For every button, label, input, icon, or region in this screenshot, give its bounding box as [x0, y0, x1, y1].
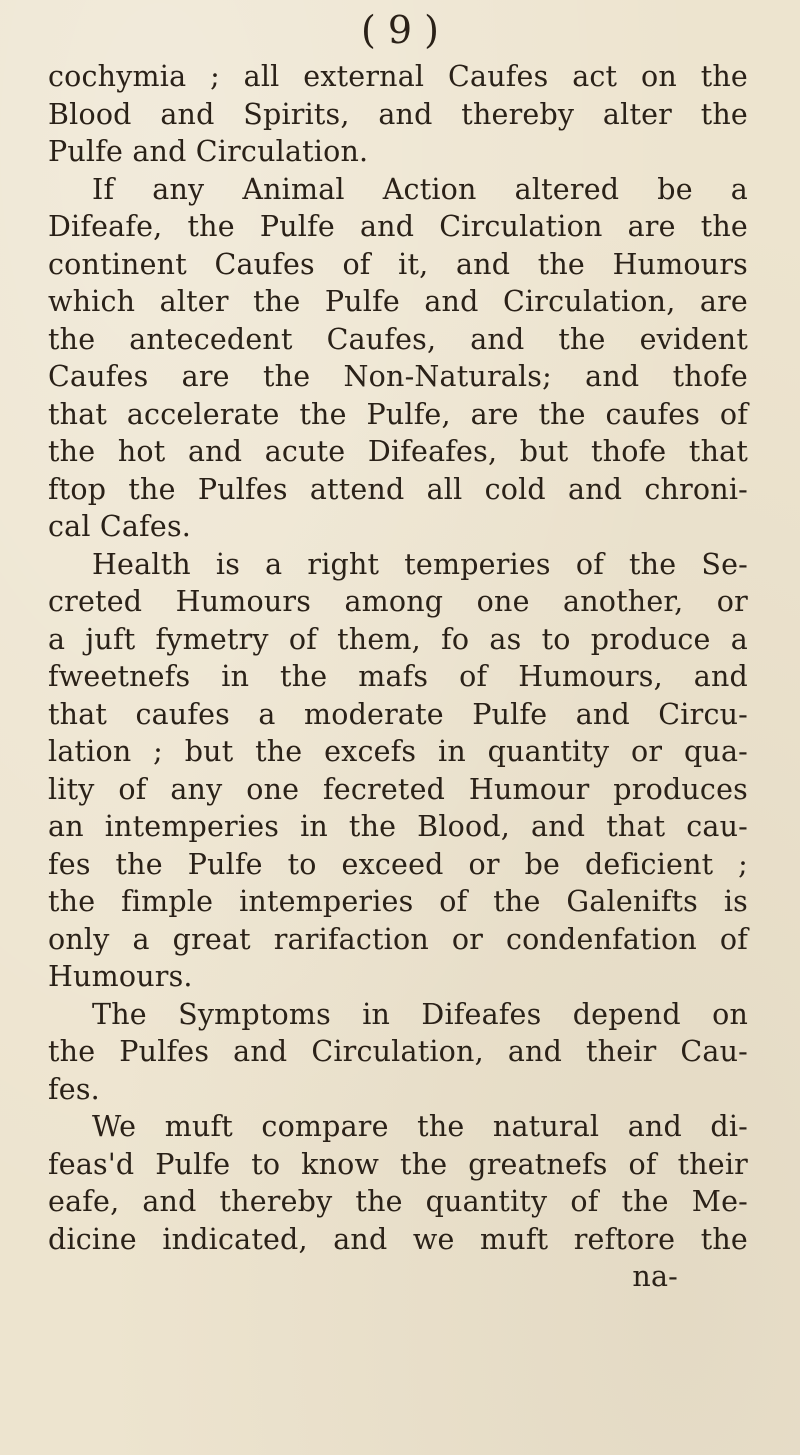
text-line: lity of any one fecreted Humour produces	[48, 772, 748, 806]
text-line: fes.	[48, 1072, 100, 1106]
text-line: ftop the Pulfes attend all cold and chroni-	[48, 472, 748, 506]
text-line: cochymia ; all external Caufes act on the	[48, 60, 748, 93]
text-line: the Pulfes and Circulation, and their Cau-	[48, 1035, 748, 1068]
text-line: If any Animal Action altered be a	[92, 172, 748, 206]
text-line: a juft fymetry of them, fo as to produce a	[48, 622, 748, 656]
text-line: Health is a right temperies of the Se-	[92, 547, 748, 581]
text-line: Difeafe, the Pulfe and Circulation are the	[48, 210, 748, 243]
text-line: Humours.	[48, 960, 193, 993]
text-line: the hot and acute Difeafes, but thofe that	[48, 435, 748, 468]
text-line: dicine indicated, and we muft reftore the	[48, 1222, 748, 1256]
text-line: Blood and Spirits, and thereby alter the	[48, 97, 748, 131]
text-line: We muft compare the natural and di-	[92, 1110, 748, 1143]
text-line: an intemperies in the Blood, and that cau-	[48, 810, 748, 843]
text-line: creted Humours among one another, or	[48, 585, 748, 618]
text-line: the antecedent Caufes, and the evident	[48, 322, 748, 356]
text-line: continent Caufes of it, and the Humours	[48, 247, 748, 281]
catchword: na-	[632, 1260, 678, 1293]
text-line: feas'd Pulfe to know the greatnefs of their	[48, 1147, 748, 1181]
text-line: that accelerate the Pulfe, are the caufes of	[48, 397, 748, 431]
text-line: which alter the Pulfe and Circulation, are	[48, 285, 748, 318]
text-line: Pulfe and Circulation.	[48, 135, 369, 168]
text-line: eafe, and thereby the quantity of the Me-	[48, 1185, 748, 1218]
page-number: ( 9 )	[361, 8, 439, 52]
body-text	[48, 58, 748, 1296]
text-line: the fimple intemperies of the Galenifts is	[48, 885, 748, 918]
text-line: Caufes are the Non-Naturals; and thofe	[48, 360, 748, 393]
text-line: lation ; but the excefs in quantity or qua-	[48, 735, 748, 768]
text-line: cal Cafes.	[48, 510, 192, 543]
text-line: only a great rarifaction or condenfation of	[48, 922, 748, 956]
text-line: fweetnefs in the mafs of Humours, and	[48, 660, 748, 693]
text-line: that caufes a moderate Pulfe and Circu-	[48, 697, 748, 731]
text-line: The Symptoms in Difeafes depend on	[92, 997, 748, 1031]
text-line: fes the Pulfe to exceed or be deficient ;	[48, 847, 748, 881]
